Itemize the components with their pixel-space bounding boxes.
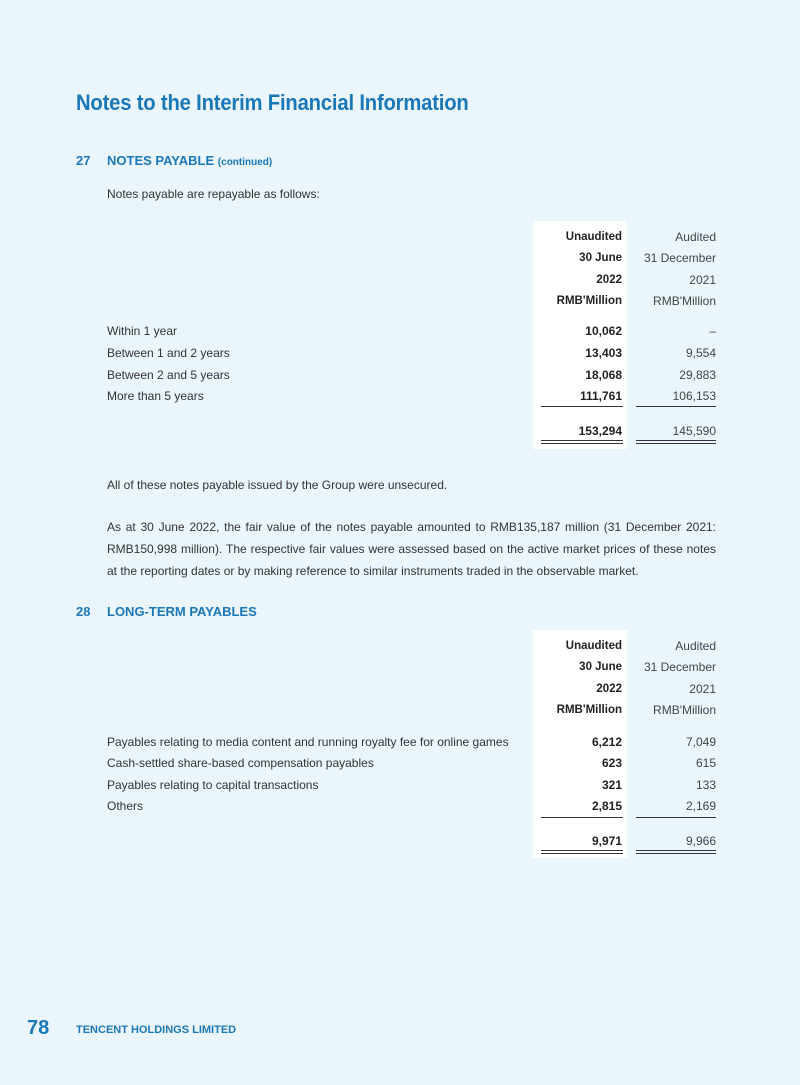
- value-2022: 111,761: [579, 389, 622, 403]
- header-cell: 2021: [689, 273, 716, 287]
- subtotal-rule: [541, 406, 623, 407]
- total-double-rule: [541, 850, 623, 854]
- value-2021: 615: [695, 756, 716, 770]
- continued-label: (continued): [217, 157, 273, 168]
- value-2021: 9,554: [685, 346, 716, 360]
- section-28-heading: [76, 604, 676, 620]
- header-cell: Unaudited: [565, 640, 622, 652]
- header-cell: 31 December: [643, 660, 716, 674]
- subtotal-rule: [636, 817, 716, 818]
- row-label: More than 5 years: [107, 389, 204, 403]
- total-2021: 9,966: [685, 834, 716, 848]
- header-cell: 30 June: [579, 661, 622, 673]
- company-name: TENCENT HOLDINGS LIMITED: [76, 1024, 237, 1036]
- header-cell: RMB'Million: [653, 703, 716, 717]
- section-title: LONG-TERM PAYABLES: [107, 604, 257, 619]
- value-2022: 10,062: [585, 324, 622, 338]
- value-2021: 2,169: [685, 799, 716, 813]
- value-2022: 623: [601, 756, 622, 770]
- table-row: [107, 387, 716, 405]
- value-2021: 7,049: [685, 735, 716, 749]
- value-2021: 133: [695, 778, 716, 792]
- value-2022: 6,212: [591, 735, 622, 749]
- table-row: [107, 344, 716, 362]
- header-cell: 31 December: [643, 251, 716, 265]
- section-27-heading: [76, 153, 676, 169]
- table-row: [107, 366, 716, 384]
- row-label: Others: [107, 799, 144, 813]
- table-row: [107, 322, 716, 340]
- value-2022: 2,815: [591, 799, 622, 813]
- table-row: [107, 733, 716, 751]
- total-row: [107, 832, 716, 850]
- header-cell: 2022: [596, 274, 622, 286]
- total-double-rule: [636, 440, 716, 444]
- row-label: Within 1 year: [107, 324, 178, 338]
- section-number: 28: [76, 604, 91, 619]
- row-label: Cash-settled share-based compensation payables: [107, 756, 374, 770]
- value-2021: –: [709, 324, 716, 338]
- row-label: Between 1 and 2 years: [107, 346, 230, 360]
- header-row: [107, 658, 716, 676]
- header-row: [107, 292, 716, 310]
- section-number: 27: [76, 153, 91, 168]
- subtotal-rule: [541, 817, 623, 818]
- unsecured-statement: All of these notes payable issued by the Group were unsecured.: [107, 478, 448, 492]
- table-row: [107, 797, 716, 815]
- total-double-rule: [636, 850, 716, 854]
- header-row: [107, 701, 716, 719]
- header-cell: Unaudited: [565, 231, 622, 243]
- row-label: Payables relating to capital transactions: [107, 778, 319, 792]
- section-title: [107, 153, 272, 168]
- total-row: [107, 422, 716, 440]
- value-2021: 106,153: [672, 389, 716, 403]
- header-cell: 2021: [689, 682, 716, 696]
- header-row: [107, 249, 716, 267]
- value-2022: 18,068: [585, 368, 622, 382]
- header-row: [107, 271, 716, 289]
- header-cell: RMB'Million: [653, 294, 716, 308]
- header-cell: 2022: [596, 683, 622, 695]
- total-2021: 145,590: [672, 424, 716, 438]
- header-cell: Audited: [675, 639, 716, 653]
- notes-intro: Notes payable are repayable as follows:: [107, 187, 320, 201]
- row-label: Payables relating to media content and running royalty fee for online games: [107, 735, 509, 749]
- subtotal-rule: [636, 406, 716, 407]
- notes-payable-table: [107, 221, 716, 451]
- page-number: 78: [27, 1017, 50, 1039]
- page-title: Notes to the Interim Financial Information: [76, 90, 469, 115]
- header-row: [107, 228, 716, 246]
- value-2021: 29,883: [679, 368, 716, 382]
- total-double-rule: [541, 440, 623, 444]
- table-row: [107, 754, 716, 772]
- header-cell: 30 June: [579, 252, 622, 264]
- header-cell: RMB'Million: [556, 704, 622, 716]
- total-2022: 153,294: [578, 424, 622, 438]
- header-row: [107, 637, 716, 655]
- value-2022: 321: [601, 778, 622, 792]
- long-term-payables-table: [107, 630, 716, 860]
- section-title-text: NOTES PAYABLE: [107, 153, 215, 168]
- row-label: Between 2 and 5 years: [107, 368, 230, 382]
- fair-value-paragraph: As at 30 June 2022, the fair value of the notes payable amounted to RMB135,187 million (31 December 2021: RMB150,998 million). The respective fair values were assessed based on the active market prices of these notes at the reporting dates or by making reference to similar instruments traded in the observable market.: [107, 520, 716, 578]
- header-row: [107, 680, 716, 698]
- header-cell: RMB'Million: [556, 295, 622, 307]
- value-2022: 13,403: [585, 346, 622, 360]
- table-row: [107, 776, 716, 794]
- header-cell: Audited: [675, 230, 716, 244]
- total-2022: 9,971: [591, 834, 622, 848]
